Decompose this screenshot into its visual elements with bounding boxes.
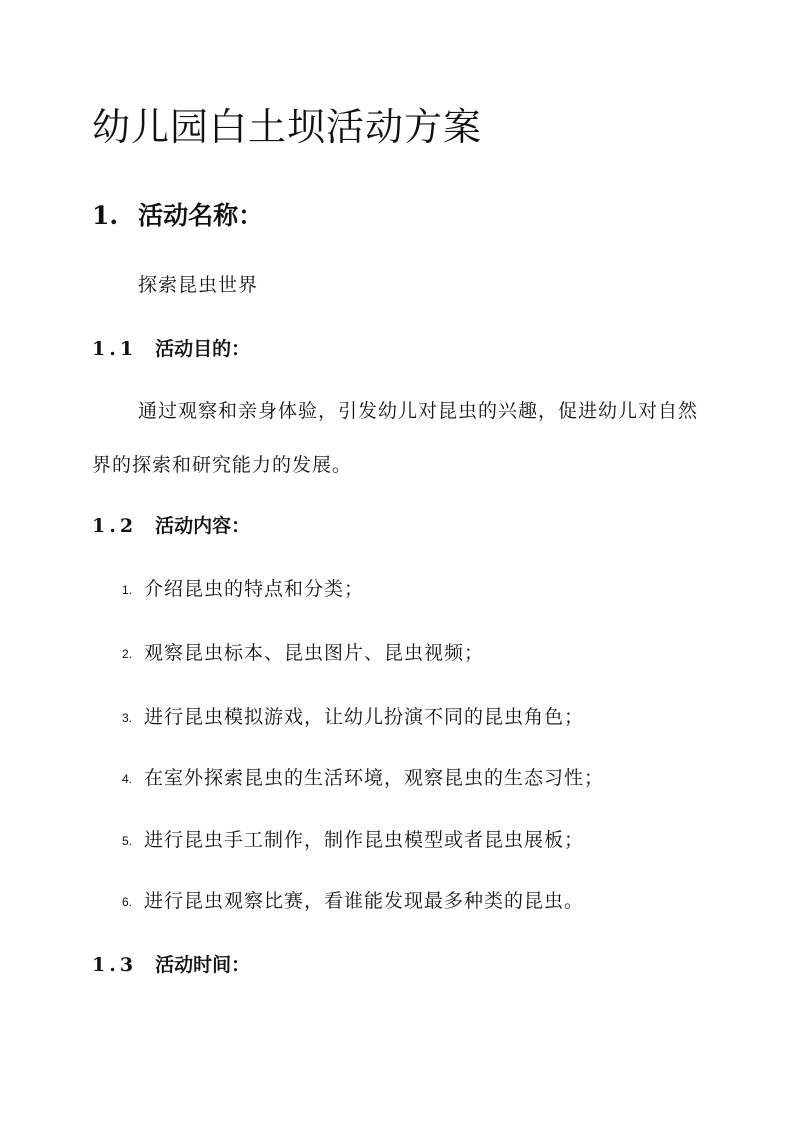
list-item <box>122 763 604 790</box>
section-heading-activity-content <box>92 511 250 538</box>
list-item-text: 介绍昆虫的特点和分类； <box>144 578 365 600</box>
section-heading-activity-name <box>92 196 263 232</box>
document-title: 幼儿园白土坝活动方案 <box>92 105 483 149</box>
list-marker: 4. <box>122 772 133 786</box>
list-marker: 5. <box>122 834 133 848</box>
list-item-text: 进行昆虫观察比赛，看谁能发现最多种类的昆虫。 <box>144 890 585 912</box>
list-marker: 2. <box>122 647 133 661</box>
section-number: 1.1 <box>92 338 138 360</box>
section-heading-text: 活动名称： <box>138 201 264 230</box>
list-marker: 6. <box>122 895 133 909</box>
section-heading-text: 活动时间： <box>155 954 251 976</box>
list-item <box>122 886 584 913</box>
list-item-text: 进行昆虫手工制作，制作昆虫模型或者昆虫展板； <box>144 829 585 851</box>
activity-purpose-paragraph: 通过观察和亲身体验，引发幼儿对昆虫的兴趣，促进幼儿对自然界的探索和研究能力的发展。 <box>92 400 699 476</box>
list-item <box>122 574 364 601</box>
list-item-text: 在室外探索昆虫的生活环境，观察昆虫的生态习性； <box>144 767 605 789</box>
list-marker: 1. <box>122 583 133 597</box>
section-heading-activity-purpose <box>92 334 250 361</box>
list-item <box>122 702 584 729</box>
section-number: 1.3 <box>92 954 138 976</box>
list-item-text: 进行昆虫模拟游戏，让幼儿扮演不同的昆虫角色； <box>144 706 585 728</box>
activity-name-text: 探索昆虫世界 <box>138 274 259 296</box>
list-item <box>122 638 484 665</box>
list-item <box>122 825 584 852</box>
list-marker: 3. <box>122 711 133 725</box>
list-item-text: 观察昆虫标本、昆虫图片、昆虫视频； <box>144 642 485 664</box>
section-number: 1.2 <box>92 515 138 537</box>
section-heading-text: 活动内容： <box>155 515 251 537</box>
section-number: 1. <box>92 201 119 230</box>
section-heading-text: 活动目的： <box>155 338 251 360</box>
section-heading-activity-time <box>92 950 250 977</box>
